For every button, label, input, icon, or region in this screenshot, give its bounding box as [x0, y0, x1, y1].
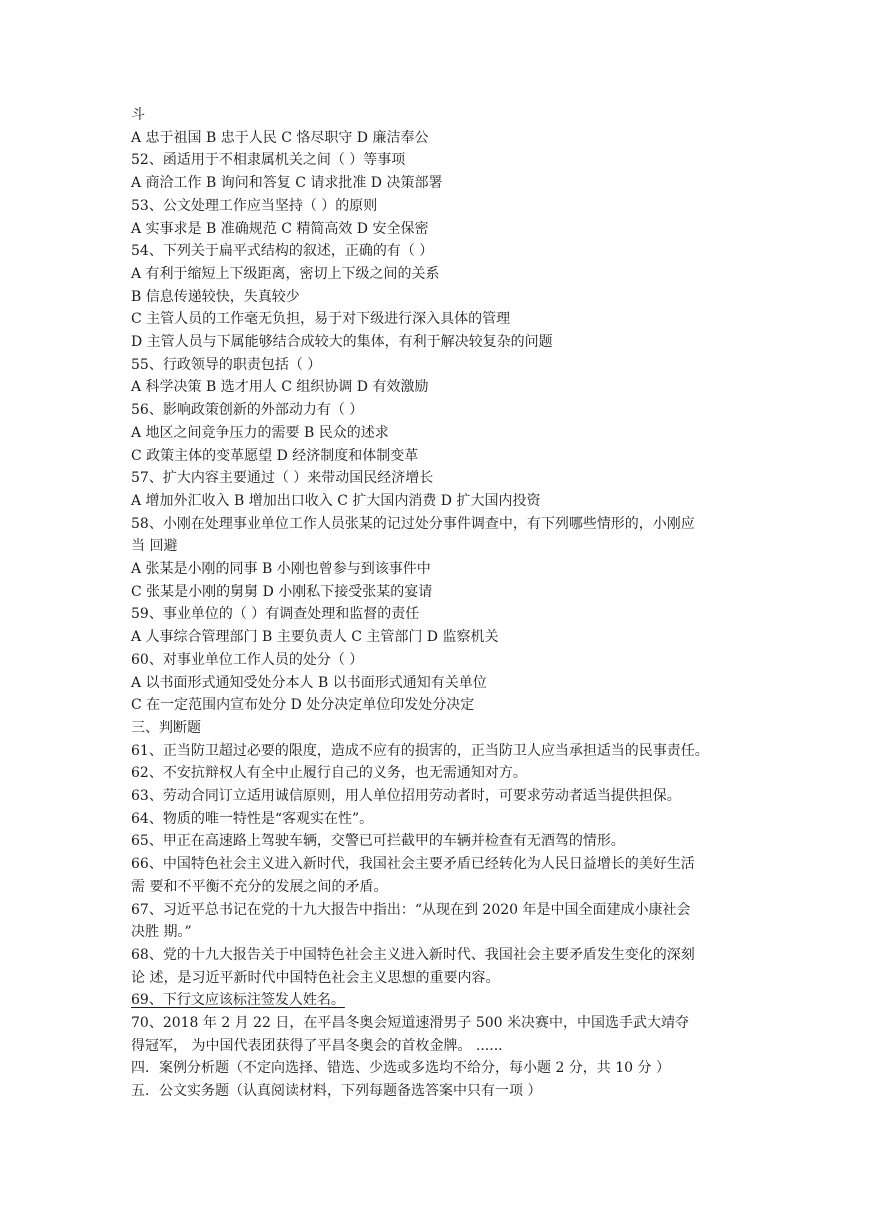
text-line: A 实事求是 B 准确规范 C 精简高效 D 安全保密 — [131, 220, 429, 237]
text-line: A 地区之间竞争压力的需要 B 民众的述求 — [131, 424, 389, 441]
section-heading-document: 五．公文实务题（认真阅读材料，下列每题备选答案中只有一项 ） — [131, 1083, 542, 1100]
text-line: 68、党的十九大报告关于中国特色社会主义进入新时代、我国社会主要矛盾发生变化的深刻 — [131, 946, 695, 963]
text-line: A 商洽工作 B 询问和答复 C 请求批准 D 决策部署 — [131, 175, 443, 192]
text-line: C 政策主体的变革愿望 D 经济制度和体制变革 — [131, 447, 419, 464]
text-line: 69、下行文应该标注签发人姓名。 — [131, 992, 345, 1009]
section-heading-judgment: 三、判断题 — [131, 719, 201, 736]
text-line: A 增加外汇收入 B 增加出口收入 C 扩大国内消费 D 扩大国内投资 — [131, 492, 541, 509]
text-line: 66、中国特色社会主义进入新时代，我国社会主要矛盾已经转化为人民日益增长的美好生活 — [131, 856, 695, 873]
text-line: 61、正当防卫超过必要的限度，造成不应有的损害的，正当防卫人应当承担适当的民事责任。 — [131, 742, 709, 759]
section-heading-case: 四．案例分析题（不定向选择、错选、少选或多选均不给分，每小题 2 分，共 10 分 ） — [131, 1060, 670, 1077]
text-line: 62、不安抗辩权人有全中止履行自己的义务，也无需通知对方。 — [131, 765, 527, 782]
text-line: 得冠军， 为中国代表团获得了平昌冬奥会的首枚金牌。 ...... — [131, 1037, 503, 1054]
continuation-line: 斗 — [131, 107, 145, 123]
text-line: 64、物质的唯一特性是“客观实在性”。 — [131, 810, 374, 827]
text-line: 58、小刚在处理事业单位工作人员张某的记过处分事件调查中，有下列哪些情形的，小刚应 — [131, 515, 695, 532]
text-line: 59、事业单位的（ ）有调查处理和监督的责任 — [131, 606, 420, 623]
text-line: 54、下列关于扁平式结构的叙述，正确的有（ ） — [131, 243, 434, 260]
text-line: B 信息传递较快，失真较少 — [131, 288, 300, 305]
text-line: C 在一定范围内宣布处分 D 处分决定单位印发处分决定 — [131, 697, 475, 714]
text-line: 60、对事业单位工作人员的处分（ ） — [131, 651, 364, 668]
text-line: 52、函适用于不相隶属机关之间（ ）等事项 — [131, 152, 406, 169]
text-line: D 主管人员与下属能够结合成较大的集体，有利于解决较复杂的问题 — [131, 334, 553, 350]
text-line: C 主管人员的工作毫无负担，易于对下级进行深入具体的管理 — [131, 311, 511, 328]
text-line: 当 回避 — [131, 538, 178, 555]
text-line: 需 要和不平衡不充分的发展之间的矛盾。 — [131, 878, 388, 895]
text-line: 57、扩大内容主要通过（ ）来带动国民经济增长 — [131, 470, 434, 487]
text-line: 决胜 期。” — [131, 924, 192, 941]
text-line: A 忠于祖国 B 忠于人民 C 恪尽职守 D 廉洁奉公 — [131, 129, 429, 146]
text-line: 63、劳动合同订立适用诚信原则，用人单位招用劳动者时，可要求劳动者适当提供担保。 — [131, 788, 681, 804]
text-line: 55、行政领导的职责包括（ ） — [131, 356, 322, 373]
text-line: A 张某是小刚的同事 B 小刚也曾参与到该事件中 — [131, 561, 431, 577]
text-line: A 科学决策 B 选才用人 C 组织协调 D 有效激励 — [131, 379, 429, 396]
text-line: A 人事综合管理部门 B 主要负责人 C 主管部门 D 监察机关 — [131, 629, 499, 646]
text-line: A 以书面形式通知受处分本人 B 以书面形式通知有关单位 — [131, 674, 487, 691]
text-line: 67、习近平总书记在党的十九大报告中指出：“从现在到 2020 年是中国全面建成小康社会 — [131, 901, 691, 918]
text-line: 65、甲正在高速路上驾驶车辆，交警已可拦截甲的车辆并检查有无酒驾的情形。 — [131, 833, 625, 850]
text-line: 论 述，是习近平新时代中国特色社会主义思想的重要内容。 — [131, 969, 500, 986]
text-line: 53、公文处理工作应当坚持（ ）的原则 — [131, 197, 378, 214]
text-line: 56、影响政策创新的外部动力有（ ） — [131, 402, 364, 419]
text-line: 70、2018 年 2 月 22 日，在平昌冬奥会短道速滑男子 500 米决赛中，中国选手武大靖夺 — [131, 1015, 690, 1031]
text-line: A 有利于缩短上下级距离，密切上下级之间的关系 — [131, 265, 440, 282]
text-line: C 张某是小刚的舅舅 D 小刚私下接受张某的宴请 — [131, 583, 433, 600]
